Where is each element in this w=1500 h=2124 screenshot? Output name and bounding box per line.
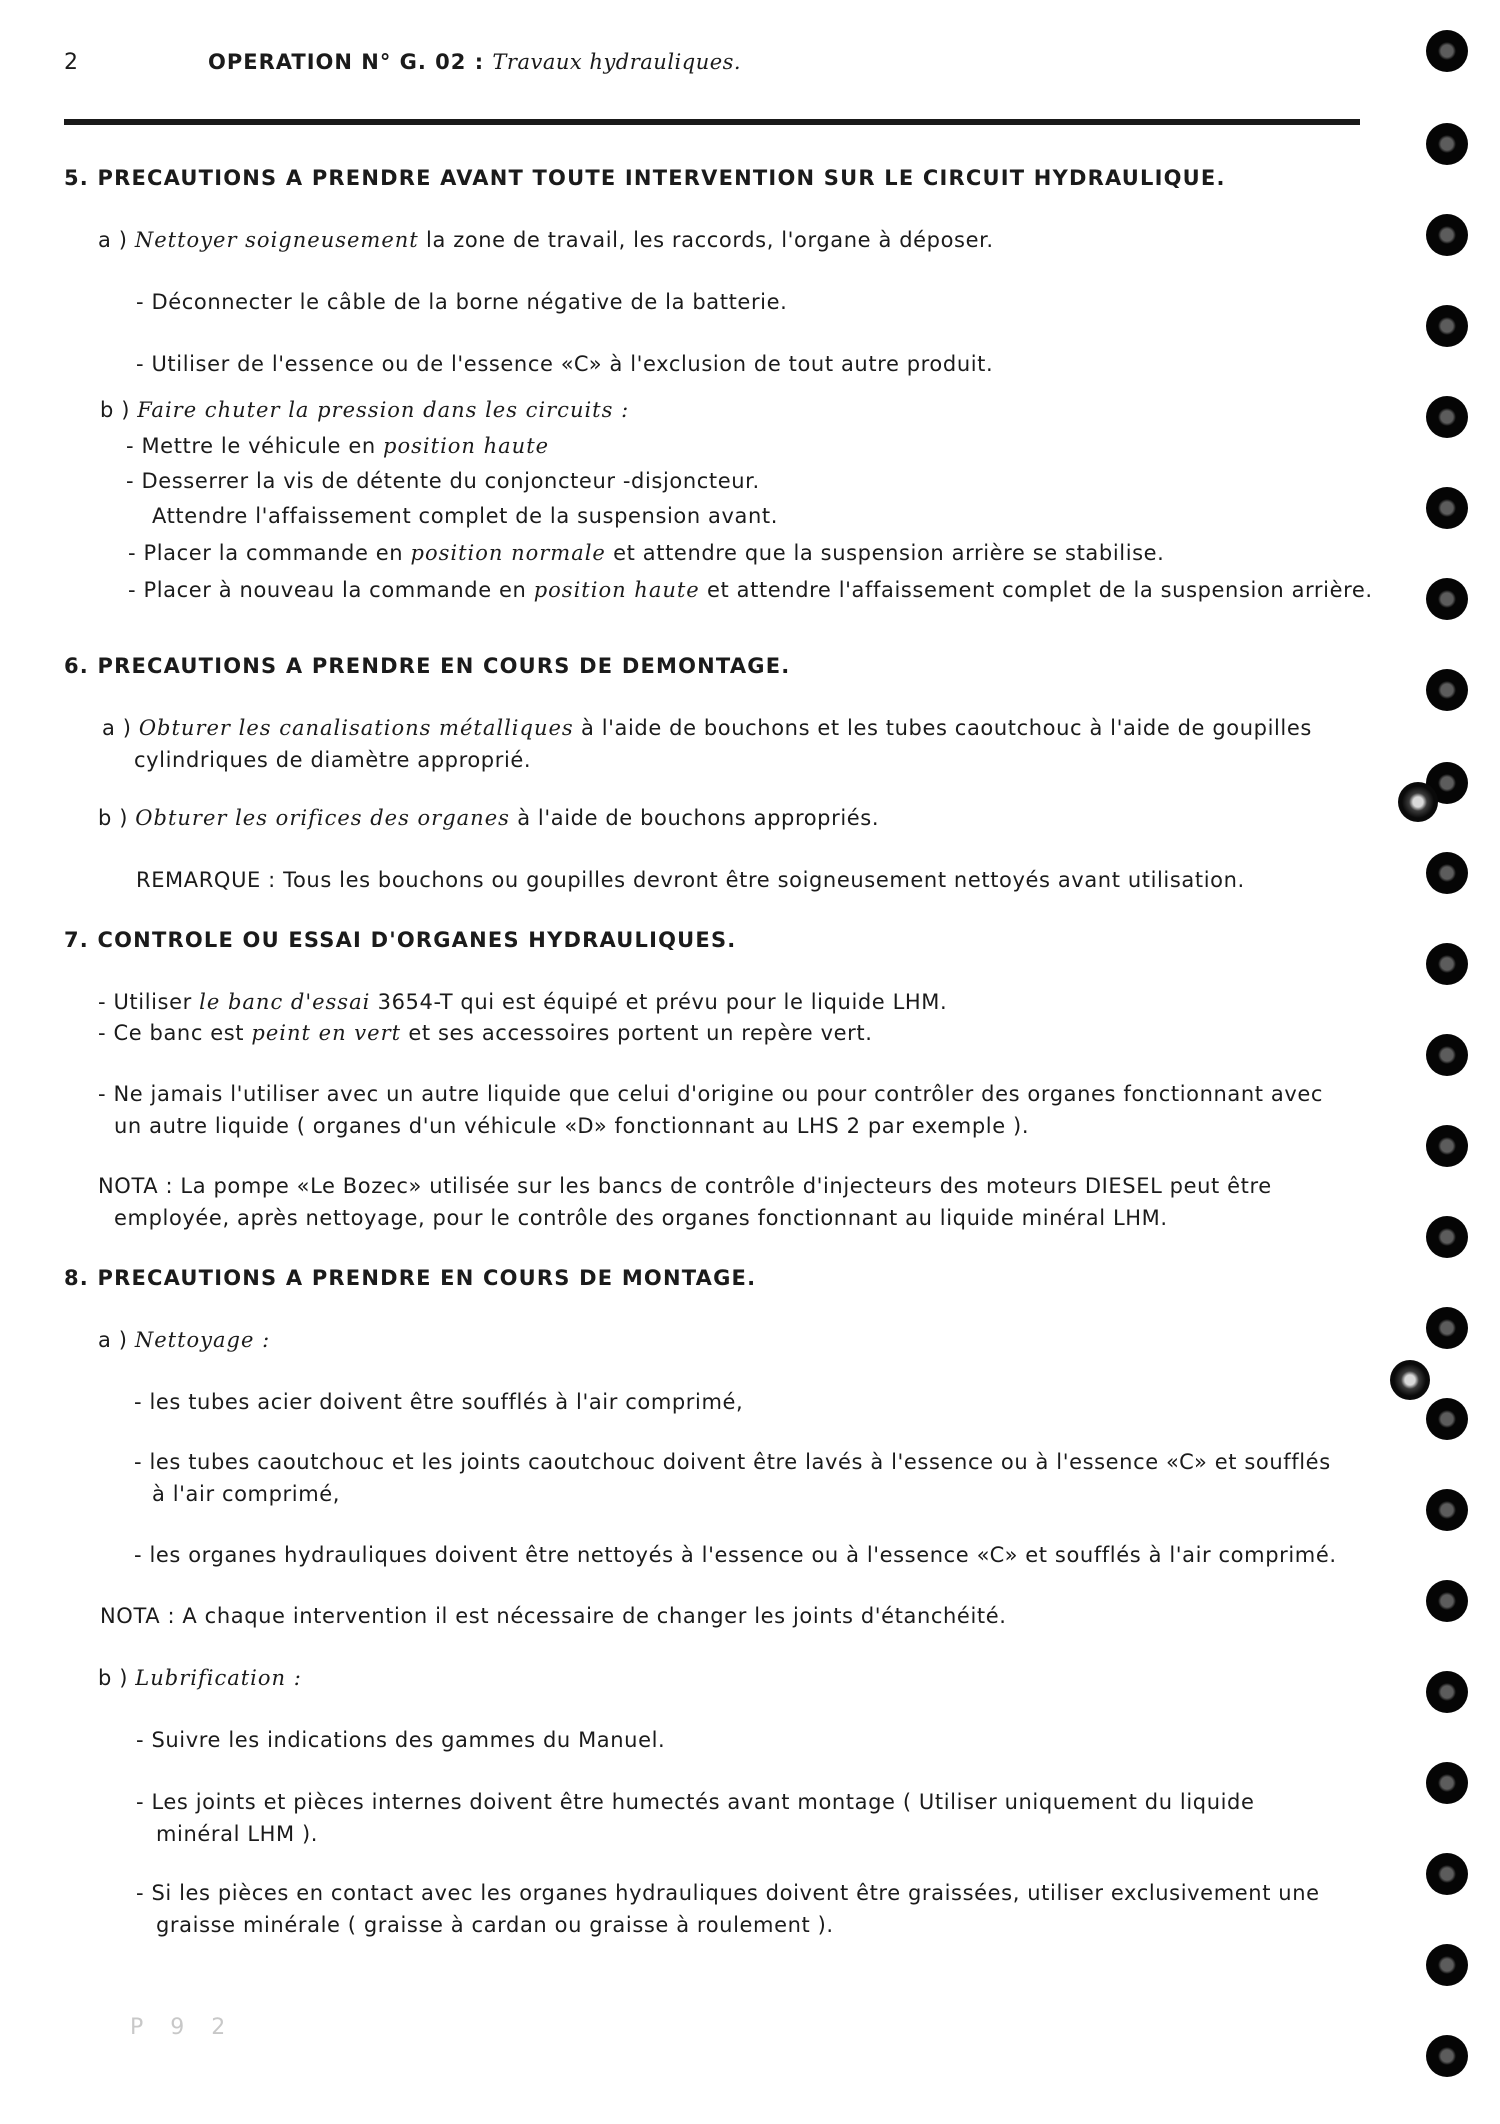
s7-nota: NOTA : La pompe «Le Bozec» utilisée sur les bancs de contrôle d'injecteurs des moteurs DIESEL peut être <box>98 1174 1272 1198</box>
s6-remarque: REMARQUE : Tous les bouchons ou goupilles devront être soigneusement nettoyés avant utilisation. <box>136 868 1245 892</box>
section-5-title: 5. PRECAUTIONS A PRENDRE AVANT TOUTE INTERVENTION SUR LE CIRCUIT HYDRAULIQUE. <box>64 166 1226 190</box>
item-text: la zone de travail, les raccords, l'organe à déposer. <box>426 228 994 252</box>
s7-line-2 <box>98 1021 872 1045</box>
step-text: et attendre que la suspension arrière se stabilise. <box>613 541 1165 565</box>
s8-b-step-3: - Si les pièces en contact avec les organes hydrauliques doivent être graissées, utiliser exclusivement une <box>136 1881 1320 1905</box>
item-prefix: b ) <box>100 398 130 422</box>
page-number: 2 <box>64 50 78 75</box>
item-emphasis: Lubrification : <box>135 1666 302 1690</box>
item-emphasis: Faire chuter la pression dans les circuits : <box>137 398 630 422</box>
binder-hole <box>1426 396 1468 438</box>
s8-a-step-2: - les tubes caoutchouc et les joints caoutchouc doivent être lavés à l'essence ou à l'essence «C» et soufflés <box>134 1450 1331 1474</box>
operation-title <box>208 50 741 74</box>
s7-nota-cont: employée, après nettoyage, pour le contrôle des organes fonctionnant au liquide minéral LHM. <box>114 1206 1168 1230</box>
s5-b-step-3 <box>128 541 1164 565</box>
step-text: - Placer à nouveau la commande en <box>128 578 527 602</box>
s7-line-3: - Ne jamais l'utiliser avec un autre liquide que celui d'origine ou pour contrôler des organes fonctionnant avec <box>98 1082 1324 1106</box>
s8-b-step-1: - Suivre les indications des gammes du Manuel. <box>136 1728 666 1752</box>
binder-ring-clip <box>1390 1360 1430 1400</box>
binder-hole <box>1426 1489 1468 1531</box>
step-text: - Mettre le véhicule en <box>126 434 376 458</box>
item-text: à l'aide de bouchons et les tubes caoutchouc à l'aide de goupilles <box>580 716 1312 740</box>
faint-stamp: P 9 2 <box>130 2015 236 2040</box>
binder-hole <box>1426 1398 1468 1440</box>
item-emphasis: Nettoyage : <box>134 1328 271 1352</box>
step-text: et attendre l'affaissement complet de la suspension arrière. <box>707 578 1373 602</box>
binder-hole <box>1426 487 1468 529</box>
header-rule <box>64 119 1360 125</box>
s7-line-1 <box>98 990 947 1014</box>
line-emphasis: le banc d'essai <box>199 990 371 1014</box>
s6-item-a-cont: cylindriques de diamètre approprié. <box>134 748 532 772</box>
s5-b-step-1 <box>126 434 549 458</box>
binder-ring-clip <box>1398 782 1438 822</box>
binder-hole <box>1426 852 1468 894</box>
step-text: - Placer la commande en <box>128 541 404 565</box>
line-text: - Utiliser <box>98 990 192 1014</box>
step-emphasis: position normale <box>410 541 606 565</box>
binder-hole <box>1426 123 1468 165</box>
item-prefix: a ) <box>98 1328 128 1352</box>
s8-b-step-3-cont: graisse minérale ( graisse à cardan ou graisse à roulement ). <box>156 1913 834 1937</box>
s5-b-step-2-cont: Attendre l'affaissement complet de la suspension avant. <box>152 504 779 528</box>
item-prefix: b ) <box>98 1666 128 1690</box>
binder-hole <box>1426 669 1468 711</box>
binder-hole <box>1426 1853 1468 1895</box>
s8-a-step-2-cont: à l'air comprimé, <box>152 1482 341 1506</box>
s8-a-step-1: - les tubes acier doivent être soufflés à l'air comprimé, <box>134 1390 744 1414</box>
s5-item-b <box>100 398 629 422</box>
step-emphasis: position haute <box>383 434 550 458</box>
item-emphasis: Obturer les orifices des organes <box>135 806 510 830</box>
binder-hole <box>1426 1125 1468 1167</box>
binder-hole <box>1426 305 1468 347</box>
binder-hole <box>1426 1580 1468 1622</box>
line-emphasis: peint en vert <box>251 1021 402 1045</box>
section-8-title: 8. PRECAUTIONS A PRENDRE EN COURS DE MONTAGE. <box>64 1266 757 1290</box>
binder-hole <box>1426 578 1468 620</box>
item-emphasis: Nettoyer soigneusement <box>134 228 419 252</box>
step-emphasis: position haute <box>533 578 700 602</box>
s5-a-step-2: - Utiliser de l'essence ou de l'essence «C» à l'exclusion de tout autre produit. <box>136 352 994 376</box>
s8-item-a <box>98 1328 270 1352</box>
s8-nota: NOTA : A chaque intervention il est nécessaire de changer les joints d'étanchéité. <box>100 1604 1007 1628</box>
binder-hole <box>1426 1216 1468 1258</box>
binder-hole <box>1426 1307 1468 1349</box>
binder-hole <box>1426 1944 1468 1986</box>
binder-hole <box>1426 1034 1468 1076</box>
item-prefix: a ) <box>102 716 132 740</box>
s6-item-b <box>98 806 879 830</box>
line-text: - Ce banc est <box>98 1021 245 1045</box>
line-text: et ses accessoires portent un repère vert. <box>408 1021 873 1045</box>
binder-hole <box>1426 214 1468 256</box>
s5-b-step-4 <box>128 578 1373 602</box>
binder-hole <box>1426 30 1468 72</box>
s6-item-a <box>102 716 1312 740</box>
item-prefix: b ) <box>98 806 128 830</box>
s7-line-3-cont: un autre liquide ( organes d'un véhicule «D» fonctionnant au LHS 2 par exemple ). <box>114 1114 1030 1138</box>
operation-subtitle: Travaux hydrauliques. <box>492 50 742 74</box>
operation-number: OPERATION N° G. 02 : <box>208 50 485 74</box>
binder-hole <box>1426 1762 1468 1804</box>
s8-b-step-2-cont: minéral LHM ). <box>156 1822 319 1846</box>
s8-a-step-3: - les organes hydrauliques doivent être nettoyés à l'essence ou à l'essence «C» et soufflés à l'air comprimé. <box>134 1543 1337 1567</box>
s5-a-step-1: - Déconnecter le câble de la borne négative de la batterie. <box>136 290 788 314</box>
section-7-title: 7. CONTROLE OU ESSAI D'ORGANES HYDRAULIQUES. <box>64 928 737 952</box>
line-text: 3654-T qui est équipé et prévu pour le liquide LHM. <box>377 990 948 1014</box>
s5-item-a <box>98 228 994 252</box>
binder-hole <box>1426 943 1468 985</box>
binder-hole <box>1426 2035 1468 2077</box>
section-6-title: 6. PRECAUTIONS A PRENDRE EN COURS DE DEMONTAGE. <box>64 654 791 678</box>
binder-hole <box>1426 1671 1468 1713</box>
item-prefix: a ) <box>98 228 128 252</box>
s8-item-b <box>98 1666 302 1690</box>
item-text: à l'aide de bouchons appropriés. <box>517 806 880 830</box>
s8-b-step-2: - Les joints et pièces internes doivent être humectés avant montage ( Utiliser uniquement du liquide <box>136 1790 1255 1814</box>
item-emphasis: Obturer les canalisations métalliques <box>138 716 574 740</box>
s5-b-step-2: - Desserrer la vis de détente du conjoncteur -disjoncteur. <box>126 469 760 493</box>
